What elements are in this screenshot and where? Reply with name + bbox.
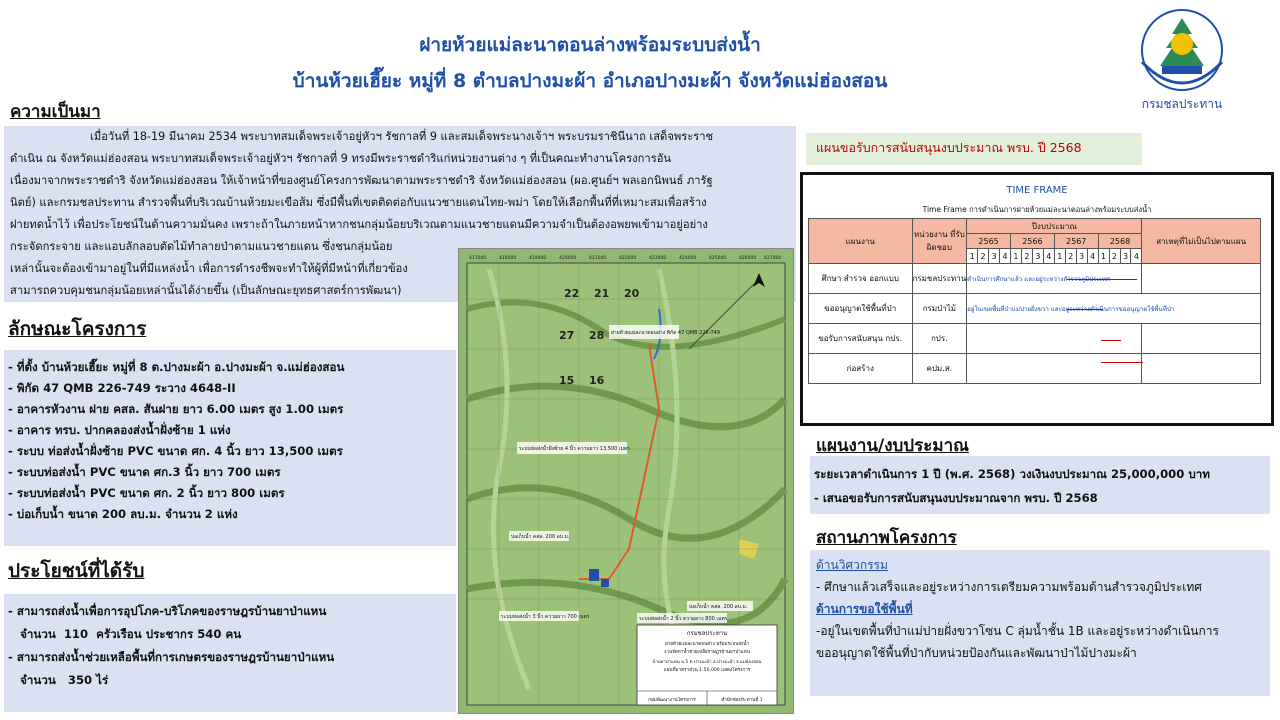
status-eng-heading: ด้านวิศวกรรม	[816, 558, 888, 572]
svg-text:งานจัดหาน้ำช่วยเหลือราษฎรบ้านย: งานจัดหาน้ำช่วยเหลือราษฎรบ้านยาป่าแหน	[664, 650, 750, 655]
svg-text:ฝายห้วยแม่ละนาตอนล่าง พร้อมระบ: ฝายห้วยแม่ละนาตอนล่าง พร้อมระบบส่งน้ำ	[664, 642, 750, 647]
svg-text:22: 22	[564, 287, 580, 300]
background-line: ฝายทดน้ำไว้ เพื่อประโยชน์ในด้านความมั่นคง เพราะถ้าในภายหน้าหากชนกลุ่มน้อยบริเวณตามแนวชายแดนมีความจำเป็นต้องอพยพเข้ามาอยู่อย่าง	[10, 218, 708, 231]
svg-text:426000: 426000	[739, 256, 757, 261]
svg-text:15: 15	[559, 374, 575, 387]
background-line: เหล่านั้นจะต้องเข้ามาอยู่ในที่มีแหล่งน้ำ เพื่อการดำรงชีพจะทำให้ผู้ที่มีหน้าที่เกี่ยวข้อง	[10, 262, 408, 275]
benefits-list	[8, 600, 452, 692]
tf-note: อยู่ในเขตพื้นที่ป่าแม่ปายฝั่งขวา และอยู่ระหว่างดำเนินการขออนุญาตใช้พื้นที่ป่า	[967, 305, 1175, 313]
tf-col-agency: หน่วยงาน ที่รับผิดชอบ	[912, 219, 967, 264]
svg-text:427000: 427000	[764, 256, 782, 261]
svg-text:421000: 421000	[589, 256, 607, 261]
status-text	[816, 554, 1266, 664]
rid-logo	[1112, 4, 1252, 112]
timeframe-box	[800, 172, 1274, 426]
tf-year: 2567	[1054, 234, 1098, 249]
svg-text:ระบบท่อส่งน้ำ 2 นิ้ว ความยาว 8: ระบบท่อส่งน้ำ 2 นิ้ว ความยาว 800 เมตร	[639, 616, 728, 622]
tf-agency: กรมป่าไม้	[912, 294, 967, 324]
tf-agency: กปร.	[912, 324, 967, 354]
svg-text:20: 20	[624, 287, 640, 300]
project-map	[458, 248, 794, 714]
tf-year: 2568	[1098, 234, 1142, 249]
logo-text: กรมชลประทาน	[1141, 97, 1223, 111]
svg-text:สำนักชลประทานที่ 1: สำนักชลประทานที่ 1	[721, 698, 763, 703]
background-line: เนื่องมาจากพระราชดำริ จังหวัดแม่ฮ่องสอน ให้เจ้าหน้าที่ของศูนย์โครงการพัฒนาตามพระราชดำริ จังหวัดแม่ฮ่องสอน (ผอ.ศูนย์ฯ พลเอกนิพนธ์ ภารัฐ	[10, 174, 713, 187]
svg-text:422000: 422000	[619, 256, 637, 261]
svg-text:บ่อเก็บน้ำ คสล. 200 ลบ.ม.: บ่อเก็บน้ำ คสล. 200 ลบ.ม.	[511, 534, 570, 540]
background-line: สามารถควบคุมชนกลุ่มน้อยเหล่านั้นได้ง่ายขึ้น (เป็นลักษณะยุทธศาสตร์การพัฒนา)	[10, 284, 402, 297]
svg-text:420000: 420000	[559, 256, 577, 261]
features-item: - พิกัด 47 QMB 226-749 ระวาง 4648-II	[8, 381, 236, 395]
svg-text:แผนที่มาตราส่วน 1:50,000 แสดงโ: แผนที่มาตราส่วน 1:50,000 แสดงโครงการ	[663, 668, 751, 673]
benefits-item: - สามารถส่งน้ำเพื่อการอุปโภค-บริโภคของราษฎรบ้านยาป่าแหน	[8, 604, 327, 618]
svg-text:16: 16	[589, 374, 605, 387]
benefits-item: จำนวน 350 ไร่	[8, 673, 109, 687]
background-heading: ความเป็นมา	[10, 102, 101, 122]
status-land-text2: ขออนุญาตใช้พื้นที่ป่ากับหน่วยป้องกันและพัฒนาป่าไม้ปางมะผ้า	[816, 646, 1137, 660]
page-title-line1: ฝายห้วยแม่ละนาตอนล่างพร้อมระบบส่งน้ำ	[419, 34, 761, 56]
features-item: - ระบบท่อส่งน้ำ PVC ขนาด ศก. 2 นิ้ว ยาว 800 เมตร	[8, 486, 285, 500]
features-heading: ลักษณะโครงการ	[8, 318, 147, 340]
benefits-item: จำนวน 110 ครัวเรือน ประชากร 540 คน	[8, 627, 242, 641]
svg-text:423000: 423000	[649, 256, 667, 261]
background-line: ดำเนิน ณ จังหวัดแม่ฮ่องสอน พระบาทสมเด็จพระเจ้าอยู่หัวฯ รัชกาลที่ 9 ทรงมีพระราชดำริแก่หน่วยงานต่าง ๆ ที่เป็นคณะทำงานโครงการอัน	[10, 152, 672, 165]
features-item: - ระบบท่อส่งน้ำ PVC ขนาด ศก.3 นิ้ว ยาว 700 เมตร	[8, 465, 281, 479]
features-item: - อาคารหัวงาน ฝาย คสล. สันฝาย ยาว 6.00 เมตร สูง 1.00 เมตร	[8, 402, 344, 416]
page-title-line2: บ้านห้วยเฮี๊ยะ หมู่ที่ 8 ตำบลปางมะผ้า อำเภอปางมะผ้า จังหวัดแม่ฮ่องสอน	[292, 70, 888, 92]
tf-agency: คปม.ส.	[912, 354, 967, 384]
tf-year: 2566	[1010, 234, 1054, 249]
svg-text:425000: 425000	[709, 256, 727, 261]
timeframe-table: แผนงาน หน่วยงาน ที่รับผิดชอบ ปีงบประมาณ สาเหตุที่ไม่เป็นไปตามแผน 2565 2566 2567 2568 1 2 3 4 1 2 3 4 1 2 3 4 1 2 3 4 ศึกษา สำรวจ ออกแบบ กรมชลประทาน ดำเนินการศึกษาแล้ว และอยู่ระหว่างสำรวจภูมิประเทศ ขออนุญาตใช้พื้นที่ป่า กรมป่าไม้ อยู่ในเขตพื้นที่ป่าแม่ปายฝั่งขวา และอยู่ระหว่างดำเนินการขออนุญาตใช้พื้นที่ป่า ขอรับการสนับสนุน กปร. กปร. ก่อสร้าง คปม.ส.	[808, 218, 1261, 384]
workplan-heading: แผนงาน/งบประมาณ	[816, 436, 969, 456]
tf-agency: กรมชลประทาน	[912, 264, 967, 294]
plan-budget-label: แผนขอรับการสนับสนุนงบประมาณ พรบ. ปี 2568	[806, 133, 1142, 165]
status-land-text1: -อยู่ในเขตพื้นที่ป่าแม่ปายฝั่งขวาโซน C ลุ่มน้ำชั้น 1B และอยู่ระหว่างดำเนินการ	[816, 624, 1219, 638]
tf-task: ก่อสร้าง	[809, 354, 913, 384]
svg-text:424000: 424000	[679, 256, 697, 261]
background-line: เมื่อวันที่ 18-19 มีนาคม 2534 พระบาทสมเด็จพระเจ้าอยู่หัวฯ รัชกาลที่ 9 และสมเด็จพระนางเจ้าฯ พระบรมราชินีนาถ เสด็จพระราช	[90, 130, 714, 143]
svg-text:27: 27	[559, 329, 575, 342]
tf-col-task: แผนงาน	[809, 219, 913, 264]
rid-emblem-icon	[1142, 10, 1222, 90]
tf-task: ขออนุญาตใช้พื้นที่ป่า	[809, 294, 913, 324]
tf-col-note: สาเหตุที่ไม่เป็นไปตามแผน	[1142, 219, 1261, 264]
features-item: - บ่อเก็บน้ำ ขนาด 200 ลบ.ม. จำนวน 2 แห่ง	[8, 507, 238, 521]
status-land-heading: ด้านการขอใช้พื้นที่	[816, 602, 913, 616]
svg-text:28: 28	[589, 329, 605, 342]
features-list	[8, 357, 452, 525]
tf-year: 2565	[967, 234, 1011, 249]
tf-col-budget: ปีงบประมาณ	[967, 219, 1142, 234]
timeframe-title: TIME FRAME	[1006, 185, 1068, 196]
tf-note: ดำเนินการศึกษาแล้ว และอยู่ระหว่างสำรวจภูมิประเทศ	[967, 275, 1110, 283]
status-eng-text: - ศึกษาแล้วเสร็จและอยู่ระหว่างการเตรียมความพร้อมด้านสำรวจภูมิประเทศ	[816, 580, 1202, 594]
benefits-item: - สามารถส่งน้ำช่วยเหลือพื้นที่การเกษตรของราษฎรบ้านยาป่าแหน	[8, 650, 335, 664]
workplan-line: - เสนอขอรับการสนับสนุนงบประมาณจาก พรบ. ปี 2568	[814, 491, 1098, 505]
svg-text:กลุ่มพัฒนางานโครงการ: กลุ่มพัฒนางานโครงการ	[648, 698, 696, 703]
topographic-map-image	[459, 249, 793, 713]
svg-text:21: 21	[594, 287, 610, 300]
svg-text:ระบบท่อส่งน้ำฝั่งซ้าย 4 นิ้ว ค: ระบบท่อส่งน้ำฝั่งซ้าย 4 นิ้ว ความยาว 13,500 เมตร	[519, 446, 630, 452]
background-line: กระจัดกระจาย และแอบลักลอบตัดไม้ทำลายป่าตามแนวชายแดน ซึ่งชนกลุ่มน้อย	[10, 240, 393, 253]
background-line: นิตย์) และกรมชลประทาน สำรวจพื้นที่บริเวณบ้านห้วยมะเขือส้ม ซึ่งมีพื้นที่เขตติดต่อกับแนวชายแดนไทย-พม่า โดยให้เลือกพื้นที่ที่เหมาะสมเพื่อสร้าง	[10, 196, 707, 209]
features-item: - ระบบ ท่อส่งน้ำฝั่งซ้าย PVC ขนาด ศก. 4 นิ้ว ยาว 13,500 เมตร	[8, 444, 343, 458]
svg-text:กรมชลประทาน: กรมชลประทาน	[686, 630, 728, 637]
svg-text:417000: 417000	[469, 256, 487, 261]
status-heading: สถานภาพโครงการ	[816, 528, 957, 548]
workplan-line: ระยะเวลาดำเนินการ 1 ปี (พ.ศ. 2568) วงเงินงบประมาณ 25,000,000 บาท	[814, 467, 1210, 481]
svg-text:บ้านยาป่าแหน ม.5 ต.ปางมะผ้า อ.: บ้านยาป่าแหน ม.5 ต.ปางมะผ้า อ.ปางมะผ้า จ.แม่ฮ่องสอน	[652, 660, 762, 665]
tf-task: ศึกษา สำรวจ ออกแบบ	[809, 264, 913, 294]
svg-text:418000: 418000	[499, 256, 517, 261]
features-item: - อาคาร ทรบ. ปากคลองส่งน้ำฝั่งซ้าย 1 แห่ง	[8, 423, 231, 437]
svg-text:ฝายห้วยแม่ละนาตอนล่าง พิกัด 47: ฝายห้วยแม่ละนาตอนล่าง พิกัด 47 QMB 226-749	[611, 330, 721, 336]
tf-task: ขอรับการสนับสนุน กปร.	[809, 324, 913, 354]
workplan-text	[814, 462, 1268, 510]
svg-text:ระบบท่อส่งน้ำ 3 นิ้ว ความยาว 7: ระบบท่อส่งน้ำ 3 นิ้ว ความยาว 700 เมตร	[501, 614, 590, 620]
map-legend	[637, 625, 777, 705]
svg-text:บ่อเก็บน้ำ คสล. 200 ลบ.ม.: บ่อเก็บน้ำ คสล. 200 ลบ.ม.	[689, 604, 748, 610]
features-item: - ที่ตั้ง บ้านห้วยเฮี๊ยะ หมู่ที่ 8 ต.ปางมะผ้า อ.ปางมะผ้า จ.แม่ฮ่องสอน	[8, 360, 345, 374]
timeframe-subtitle: Time Frame การดำเนินการฝายห้วยแม่ละนาตอนล่างพร้อมระบบส่งน้ำ	[922, 205, 1152, 214]
svg-text:419000: 419000	[529, 256, 547, 261]
benefits-heading: ประโยชน์ที่ได้รับ	[8, 560, 145, 582]
